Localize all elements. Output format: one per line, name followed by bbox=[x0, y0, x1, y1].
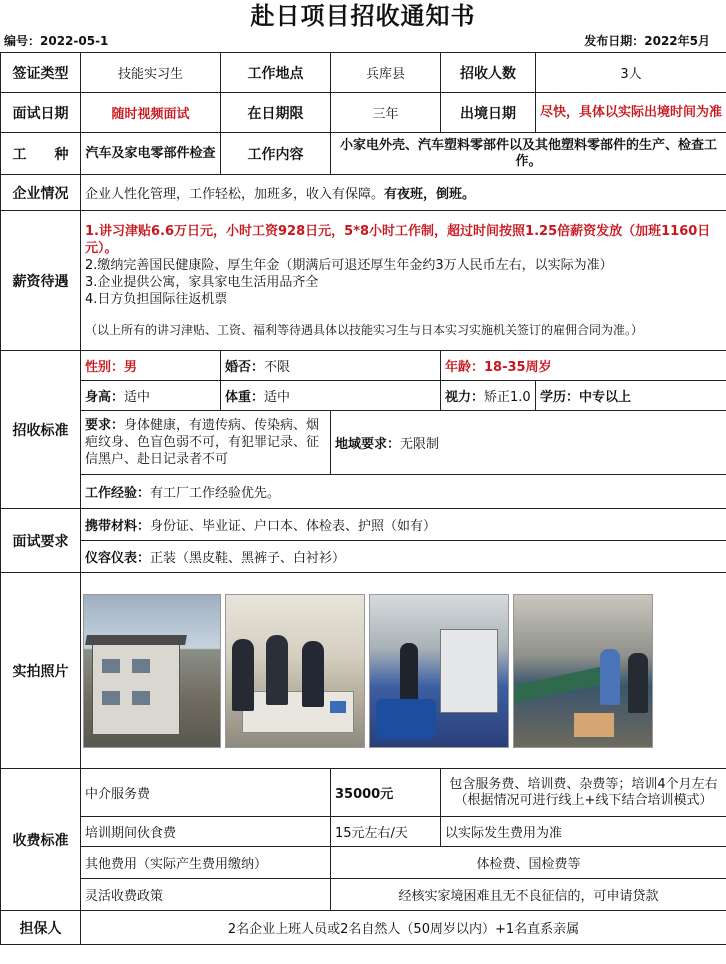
materials bbox=[81, 509, 726, 541]
weight-value: 适中 bbox=[264, 390, 291, 405]
photo-workers-table bbox=[225, 594, 365, 748]
photo-production-line bbox=[513, 594, 653, 748]
visa-label: 签证类型 bbox=[1, 53, 81, 93]
education: 学历：中专以上 bbox=[536, 381, 726, 411]
location-value: 兵库县 bbox=[331, 53, 441, 93]
salary-note: （以上所有的讲习津贴、工资、福利等待遇具体以技能实习生与日本实习实施机关签订的雇佣合同为准。） bbox=[85, 322, 644, 337]
salary-line-3: 3.企业提供公寓，家具家电生活用品齐全 bbox=[85, 274, 319, 290]
training-fee-value: 15元左右/天 bbox=[331, 817, 441, 847]
row-interview-date bbox=[1, 93, 726, 133]
height-value: 适中 bbox=[124, 390, 151, 405]
height-label: 身高： bbox=[85, 390, 125, 405]
row-fee-agency bbox=[1, 769, 726, 817]
region-label: 地域要求： bbox=[335, 437, 401, 452]
photos-label: 实拍照片 bbox=[1, 573, 81, 769]
photo-machine bbox=[369, 594, 509, 748]
experience-value: 有工厂工作经验优先。 bbox=[150, 486, 281, 501]
other-fee-label: 其他费用（实际产生费用缴纳） bbox=[81, 847, 331, 879]
job-type-label: 工 种 bbox=[1, 133, 81, 175]
photo-strip bbox=[83, 592, 724, 750]
visa-value: 技能实习生 bbox=[81, 53, 221, 93]
region-requirements bbox=[331, 411, 726, 475]
row-requirements-2 bbox=[1, 381, 726, 411]
training-fee-note: 以实际发生费用为准 bbox=[441, 817, 726, 847]
job-type-value: 汽车及家电零部件检查 bbox=[81, 133, 221, 175]
row-fee-training bbox=[1, 817, 726, 847]
row-company bbox=[1, 175, 726, 211]
interview-date-label: 面试日期 bbox=[1, 93, 81, 133]
salary-line-1: 1.讲习津贴6.6万日元，小时工资928日元，5*8小时工作制，超过时间按照1.25倍薪资发放（加班1160日元）。 bbox=[85, 223, 711, 256]
row-fee-other bbox=[1, 847, 726, 879]
materials-label: 携带材料： bbox=[85, 519, 151, 534]
row-fee-policy bbox=[1, 879, 726, 911]
gender: 性别：男 bbox=[81, 351, 221, 381]
weight-label: 体重： bbox=[225, 390, 265, 405]
salary-details bbox=[81, 211, 726, 351]
experience-label: 工作经验： bbox=[85, 486, 151, 501]
vision-value: 矫正1.0 bbox=[484, 390, 531, 405]
health-label: 要求： bbox=[85, 418, 125, 433]
company-label: 企业情况 bbox=[1, 175, 81, 211]
health-value: 身体健康，有遗传病、传染病、烟疤纹身、色盲色弱不可，有犯罪记录、征信黑户、赴日记录者不可 bbox=[85, 418, 320, 467]
marriage bbox=[221, 351, 441, 381]
marriage-value: 不限 bbox=[264, 360, 291, 375]
photos-cell bbox=[81, 573, 726, 769]
photo-building bbox=[83, 594, 221, 748]
row-salary bbox=[1, 211, 726, 351]
notice-table bbox=[0, 52, 726, 945]
row-interview-2 bbox=[1, 541, 726, 573]
term-label: 在日期限 bbox=[221, 93, 331, 133]
depart-label: 出境日期 bbox=[441, 93, 536, 133]
guarantor-label: 担保人 bbox=[1, 911, 81, 945]
company-bold-text: 有夜班，倒班。 bbox=[384, 187, 476, 202]
row-guarantor bbox=[1, 911, 726, 945]
interview-date-value: 随时视频面试 bbox=[81, 93, 221, 133]
agency-fee-label: 中介服务费 bbox=[81, 769, 331, 817]
age: 年龄：18-35周岁 bbox=[441, 351, 726, 381]
row-interview-1 bbox=[1, 509, 726, 541]
experience bbox=[81, 475, 726, 509]
row-job-type bbox=[1, 133, 726, 175]
salary-label: 薪资待遇 bbox=[1, 211, 81, 351]
salary-line-2: 2.缴纳完善国民健康险、厚生年金（期满后可退还厚生年金约3万人民币左右，以实际为准） bbox=[85, 257, 613, 273]
dress-value: 正装（黑皮鞋、黑裤子、白衬衫） bbox=[150, 551, 346, 566]
interview-label: 面试要求 bbox=[1, 509, 81, 573]
document-number: 编号：2022-05-1 bbox=[4, 34, 109, 48]
region-value: 无限制 bbox=[400, 437, 440, 452]
count-value: 3人 bbox=[536, 53, 726, 93]
row-requirements-1 bbox=[1, 351, 726, 381]
agency-fee-note: 包含服务费、培训费、杂费等；培训4个月左右（根据情况可进行线上+线下结合培训模式） bbox=[441, 769, 726, 817]
requirements-label: 招收标准 bbox=[1, 351, 81, 509]
agency-fee-value: 35000元 bbox=[331, 769, 441, 817]
policy-value: 经核实家境困难且无不良征信的，可申请贷款 bbox=[331, 879, 726, 911]
height bbox=[81, 381, 221, 411]
policy-label: 灵活收费政策 bbox=[81, 879, 331, 911]
vision bbox=[441, 381, 536, 411]
training-fee-label: 培训期间伙食费 bbox=[81, 817, 331, 847]
salary-line-4: 4.日方负担国际往返机票 bbox=[85, 291, 228, 307]
row-requirements-3 bbox=[1, 411, 726, 475]
dress-label: 仪容仪表： bbox=[85, 551, 151, 566]
company-info bbox=[81, 175, 726, 211]
term-value: 三年 bbox=[331, 93, 441, 133]
dress-code bbox=[81, 541, 726, 573]
weight bbox=[221, 381, 441, 411]
publish-date: 发布日期：2022年5月 bbox=[584, 34, 710, 48]
health-requirements bbox=[81, 411, 331, 475]
document-title: 赴日项目招收通知书 bbox=[250, 2, 476, 30]
fees-label: 收费标准 bbox=[1, 769, 81, 911]
materials-value: 身份证、毕业证、户口本、体检表、护照（如有） bbox=[150, 519, 437, 534]
row-requirements-4 bbox=[1, 475, 726, 509]
job-content-label: 工作内容 bbox=[221, 133, 331, 175]
count-label: 招收人数 bbox=[441, 53, 536, 93]
location-label: 工作地点 bbox=[221, 53, 331, 93]
guarantor-value: 2名企业上班人员或2名自然人（50周岁以内）+1名直系亲属 bbox=[81, 911, 726, 945]
row-visa bbox=[1, 53, 726, 93]
company-text: 企业人性化管理，工作轻松，加班多，收入有保障。 bbox=[85, 187, 385, 202]
depart-value: 尽快，具体以实际出境时间为准 bbox=[536, 93, 726, 133]
marriage-label: 婚否： bbox=[225, 360, 265, 375]
other-fee-value: 体检费、国检费等 bbox=[331, 847, 726, 879]
row-photos bbox=[1, 573, 726, 769]
vision-label: 视力： bbox=[445, 390, 485, 405]
job-content-value: 小家电外壳、汽车塑料零部件以及其他塑料零部件的生产、检查工作。 bbox=[331, 133, 726, 175]
